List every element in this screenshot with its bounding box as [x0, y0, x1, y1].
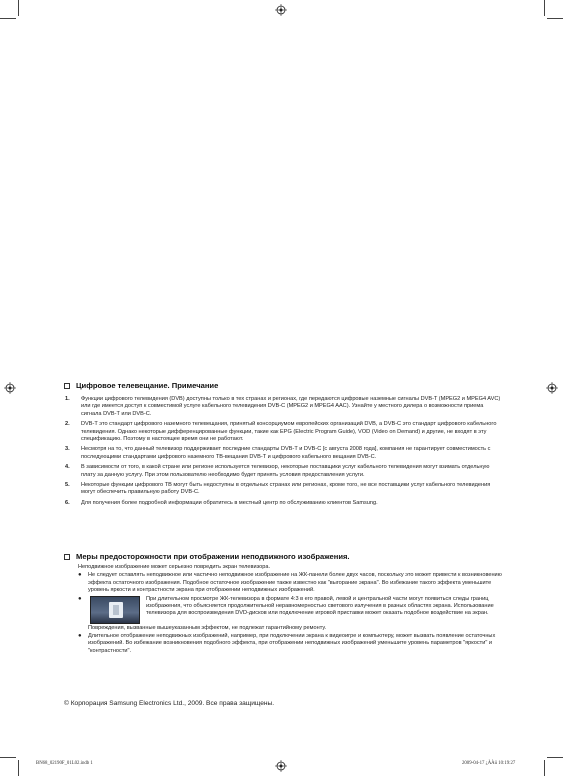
section-lead: Неподвижное изображение может серьезно повредить экран телевизора. — [78, 564, 271, 570]
copyright-notice: © Корпорация Samsung Electronics Ltd., 2009. Все права защищены. — [64, 700, 275, 707]
crop-mark — [544, 0, 545, 16]
checkbox-bullet-icon — [64, 383, 70, 389]
crop-mark — [544, 760, 545, 776]
crop-mark — [547, 757, 563, 758]
registration-mark-top — [275, 4, 287, 16]
precautions-list — [64, 572, 504, 623]
section-heading — [64, 381, 504, 390]
section-title: Цифровое телевещание. Примечание — [76, 381, 219, 390]
print-file-label: BN68_02190F_01L02.indb 1 — [36, 761, 93, 766]
list-item: 5. Некоторые функции цифрового ТВ могут быть недоступны в отдельных странах или регионах, кроме того, не все поставщики услуг кабельного телевидения могут обеспечить правильную работу DVB-C. — [65, 482, 491, 496]
crop-mark — [18, 760, 19, 776]
crop-mark — [547, 18, 563, 19]
tv-screen-image — [90, 596, 140, 624]
list-item: 2. DVB-T это стандарт цифрового наземного телевещания, принятый консорциумом европейских организаций DVB, а DVB-C это стандарт цифрового кабельного телевидения. Однако некоторые дифференцированные функции, такие как EPG (Electric Program Guide), VOD (Video on Demand) и другие, не входят в эту спецификацию. Поэтому в настоящее время они не работают. — [65, 421, 497, 443]
notes-list — [64, 396, 504, 507]
bullet-continuation: Повреждения, вызванные вышеуказанным эффектом, не подлежат гарантийному ремонту. — [88, 624, 327, 631]
crop-mark — [0, 757, 16, 758]
list-item: 4. В зависимости от того, в какой стране или регионе используется телевизор, некоторые поставщики услуг кабельного телевидения могут взимать отдельную плату за данную услугу. При этом пользователю необходимо будет принять условия предоставления услуги. — [65, 464, 490, 478]
registration-mark-right — [546, 382, 558, 394]
section-heading — [64, 552, 504, 561]
bullet-icon: ● — [78, 572, 82, 579]
section-title: Меры предосторожности при отображении неподвижного изображения. — [76, 552, 350, 561]
digital-broadcast-notes-section — [64, 381, 504, 510]
crop-mark — [0, 18, 16, 19]
list-item: 1. Функции цифрового телевидения (DVB) доступны только в тех странах и регионах, где передаются цифровые наземные сигналы DVB-T (MPEG2 и MPEG4 AVC) или где имеется доступ к совместимой услуге кабельного телевидения DVB-C (MPEG2 и MPEG4 AAC). Узнайте у местного дилера о возможности приема сигнала DVB-T или DVB-C. — [65, 396, 501, 417]
checkbox-bullet-icon — [64, 554, 70, 560]
registration-mark-bottom — [275, 760, 287, 772]
precautions-list-continued — [64, 633, 504, 655]
bullet-icon: ● — [78, 633, 82, 640]
list-item: 3. Несмотря на то, что данный телевизор поддерживает последние стандарты DVB-T и DVB-C [с августа 2008 года], компания не гарантирует совместимость с последующими стандартами цифрового наземного ТВ-вещания DVB-T и цифрового кабельного вещания DVB-C. — [65, 446, 491, 460]
registration-mark-left — [4, 382, 16, 394]
crop-mark — [18, 0, 19, 16]
still-image-precautions-section — [64, 552, 504, 656]
bullet-icon: ● — [78, 595, 82, 602]
list-item: ● Длительное отображение неподвижных изображений, например, при подключении экрана к видеоигре и компьютеру, может вызвать появление остаточных изображений. Во избежание возникновения подобного эффекта, при отображении неподвижных изображений уменьшите уровень параметров "яркости" и "контрастности". — [78, 633, 496, 654]
list-item: 6. Для получения более подробной информации обратитесь в местный центр по обслуживанию клиентов Samsung. — [65, 499, 378, 506]
list-item: ● Не следует оставлять неподвижное или частично неподвижное изображение на ЖК-панели более двух часов, поскольку это может привести к возникновению эффекта остаточного изображения. Подобное остаточное изображение также известно как "выгорание экрана". Во избежание такого эффекта уменьшите уровень яркости и контрастности экрана при отображении неподвижных изображений. — [78, 572, 502, 594]
list-item: ● При длительном просмотре ЖК-телевизора в формате 4:3 в его правой, левой и центральной части могут появиться следы границ изображения, что объясняется продолжительной неравномерностью светового излучения в разных областях экрана. Использование телевизора для воспроизведения DVD-дисков или подключение игровой приставки может оказать подобное воздействие на экран. — [78, 596, 504, 624]
print-timestamp: 2009-04-17 ¿ÀÀü 10:19:27 — [462, 761, 516, 766]
